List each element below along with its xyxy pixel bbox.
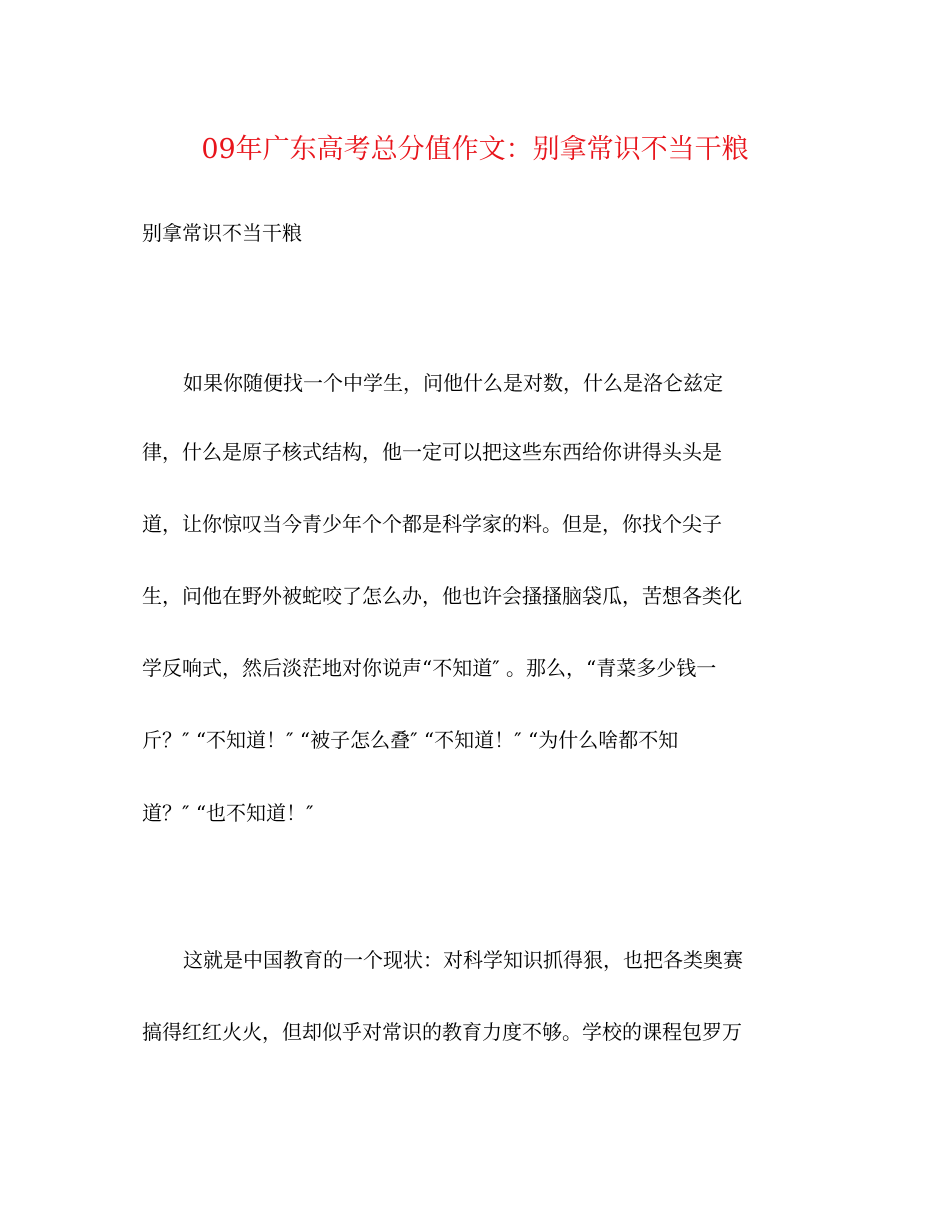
- paragraph-line: 搞得红红火火，但却似乎对常识的教育力度不够。学校的课程包罗万: [142, 1020, 742, 1044]
- paragraph-line: 学反响式，然后淡茫地对你说声“不知道″ 。那么，“青菜多少钱一: [142, 656, 717, 680]
- paragraph-line: 律，什么是原子核式结构，他一定可以把这些东西给你讲得头头是: [142, 440, 722, 464]
- paragraph-line: 这就是中国教育的一个现状：对科学知识抓得狠，也把各类奥赛: [183, 948, 743, 972]
- paragraph-line: 如果你随便找一个中学生，问他什么是对数，什么是洛仑兹定: [183, 371, 723, 395]
- paragraph-line: 斤？″ “不知道！″ “被子怎么叠″ “不知道！″ “为什么啥都不知: [142, 728, 679, 752]
- document-subtitle: 别拿常识不当干粮: [142, 221, 302, 245]
- paragraph-line: 道，让你惊叹当今青少年个个都是科学家的料。但是，你找个尖子: [142, 512, 722, 536]
- document-title: 09年广东高考总分值作文：别拿常识不当干粮: [201, 134, 749, 165]
- paragraph-line: 生，问他在野外被蛇咬了怎么办，他也许会搔搔脑袋瓜，苦想各类化: [142, 584, 742, 608]
- paragraph-line: 道？″ “也不知道！″: [142, 801, 314, 825]
